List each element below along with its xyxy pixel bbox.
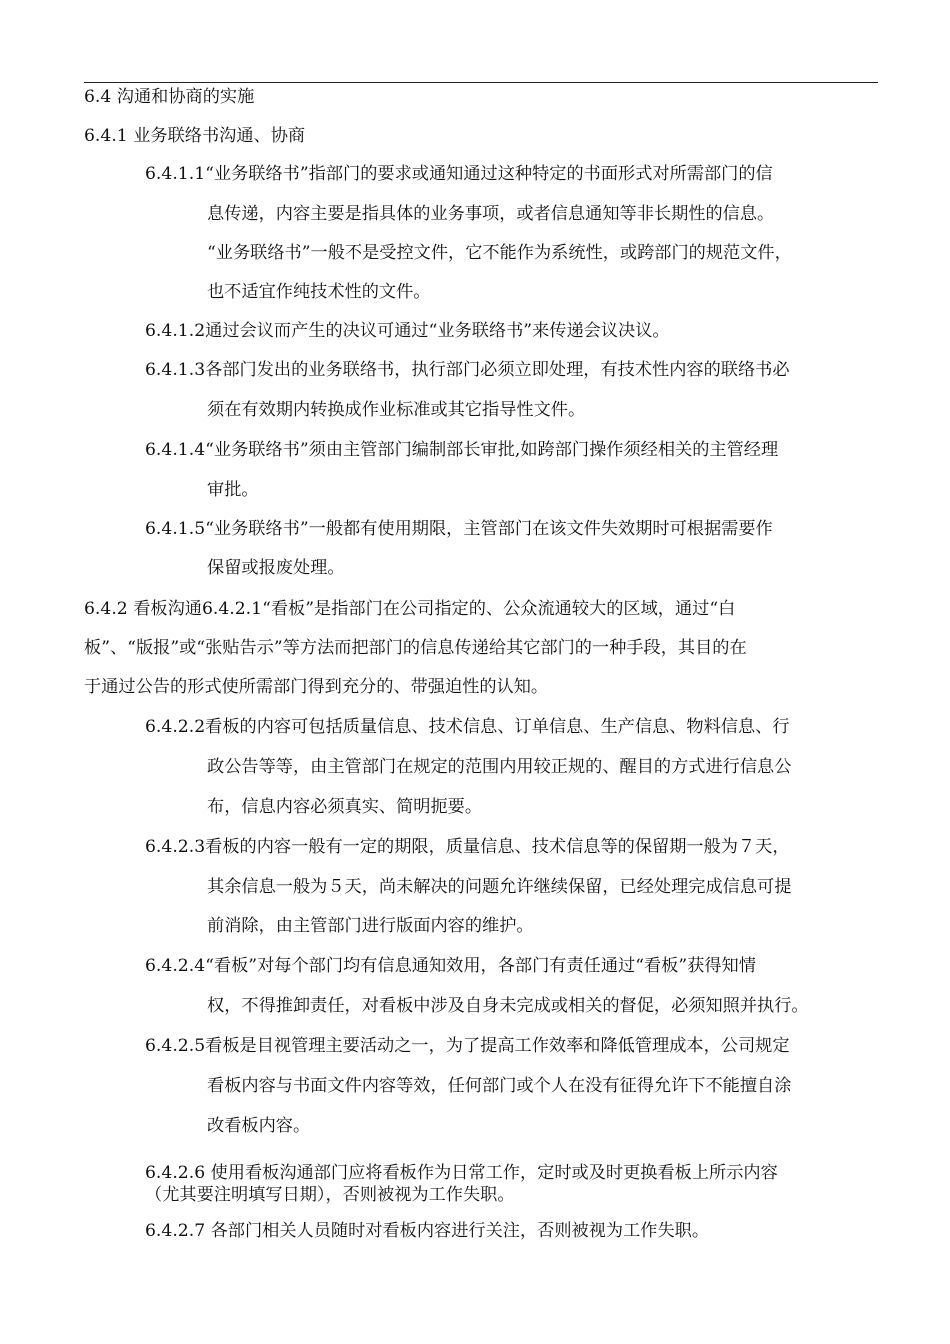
item-6-4-2-4-line-1: 6.4.2.4“看板”对每个部门均有信息通知效用，各部门有责任通过“看板”获得知情 [145, 956, 756, 976]
item-6-4-2-5-line-3: 改看板内容。 [207, 1116, 311, 1136]
item-6-4-1-2-line-1: 6.4.1.2通过会议而产生的决议可通过“业务联络书”来传递会议决议。 [145, 321, 670, 341]
item-6-4-2-6-line-1: 6.4.2.6 使用看板沟通部门应将看板作为日常工作，定时或及时更换看板上所示内容 [145, 1163, 778, 1183]
item-6-4-2-1-line-1: 6.4.2 看板沟通6.4.2.1“看板”是指部门在公司指定的、公众流通较大的区域，通过“白 [84, 599, 736, 619]
item-6-4-2-1-line-3: 于通过公告的形式使所需部门得到充分的、带强迫性的认知。 [84, 677, 549, 697]
header-rule [84, 82, 878, 83]
item-6-4-1-3-line-1: 6.4.1.3各部门发出的业务联络书，执行部门必须立即处理，有技术性内容的联络书必 [145, 360, 790, 380]
item-6-4-2-5-line-1: 6.4.2.5看板是目视管理主要活动之一，为了提高工作效率和降低管理成本，公司规定 [145, 1036, 790, 1056]
item-6-4-2-6-line-2: （尤其要注明填写日期），否则被视为工作失职。 [145, 1185, 515, 1205]
item-6-4-1-1-line-1: 6.4.1.1“业务联络书”指部门的要求或通知通过这种特定的书面形式对所需部门的信 [145, 164, 773, 184]
item-6-4-2-3-line-2: 其余信息一般为５天，尚未解决的问题允许继续保留，已经处理完成信息可提 [207, 877, 792, 897]
item-6-4-1-3-line-2: 须在有效期内转换成作业标准或其它指导性文件。 [207, 400, 586, 420]
item-6-4-1-1-line-4: 也不适宜作纯技术性的文件。 [207, 282, 431, 302]
item-6-4-1-1-line-3: “业务联络书”一般不是受控文件，它不能作为系统性，或跨部门的规范文件， [207, 243, 792, 263]
item-6-4-1-1-line-2: 息传递，内容主要是指具体的业务事项，或者信息通知等非长期性的信息。 [207, 204, 775, 224]
item-6-4-2-2-line-3: 布，信息内容必须真实、简明扼要。 [207, 797, 483, 817]
item-6-4-2-2-line-1: 6.4.2.2看板的内容可包括质量信息、技术信息、订单信息、生产信息、物料信息、行 [145, 717, 790, 737]
section-heading-6-4: 6.4 沟通和协商的实施 [84, 87, 255, 107]
item-6-4-1-5-line-1: 6.4.1.5“业务联络书”一般都有使用期限，主管部门在该文件失效期时可根据需要作 [145, 519, 773, 539]
item-6-4-2-3-line-1: 6.4.2.3看板的内容一般有一定的期限，质量信息、技术信息等的保留期一般为７天， [145, 837, 790, 857]
item-6-4-1-4-line-1: 6.4.1.4“业务联络书”须由主管部门编制部长审批,如跨部门操作须经相关的主管经理 [145, 440, 779, 460]
item-6-4-1-4-line-2: 审批。 [207, 480, 259, 500]
item-6-4-1-5-line-2: 保留或报废处理。 [207, 558, 345, 578]
item-6-4-2-5-line-2: 看板内容与书面文件内容等效，任何部门或个人在没有征得允许下不能擅自涂 [207, 1076, 792, 1096]
item-6-4-2-2-line-2: 政公告等等，由主管部门在规定的范围内用较正规的、醒目的方式进行信息公 [207, 757, 792, 777]
item-6-4-2-3-line-3: 前消除，由主管部门进行版面内容的维护。 [207, 916, 534, 936]
item-6-4-2-7-line-1: 6.4.2.7 各部门相关人员随时对看板内容进行关注，否则被视为工作失职。 [145, 1221, 710, 1241]
item-6-4-2-1-line-2: 板”、“版报”或“张贴告示”等方法而把部门的信息传递给其它部门的一种手段，其目的在 [84, 638, 747, 658]
section-heading-6-4-1: 6.4.1 业务联络书沟通、协商 [84, 126, 306, 146]
item-6-4-2-4-line-2: 权，不得推卸责任，对看板中涉及自身未完成或相关的督促，必须知照并执行。 [207, 996, 809, 1016]
